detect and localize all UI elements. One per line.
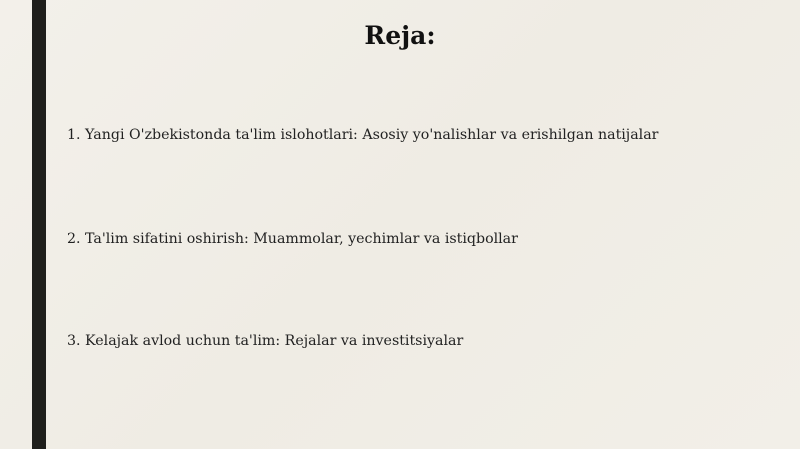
plan-item-3: 3. Kelajak avlod uchun ta'lim: Rejalar va investitsiyalar: [67, 333, 464, 349]
plan-item-2: 2. Ta'lim sifatini oshirish: Muammolar, yechimlar va istiqbollar: [67, 231, 518, 247]
accent-bar: [32, 0, 46, 449]
plan-item-1: 1. Yangi O'zbekistonda ta'lim islohotlari: Asosiy yo'nalishlar va erishilgan natijalar: [67, 127, 659, 143]
slide-title: Reja:: [364, 21, 436, 50]
